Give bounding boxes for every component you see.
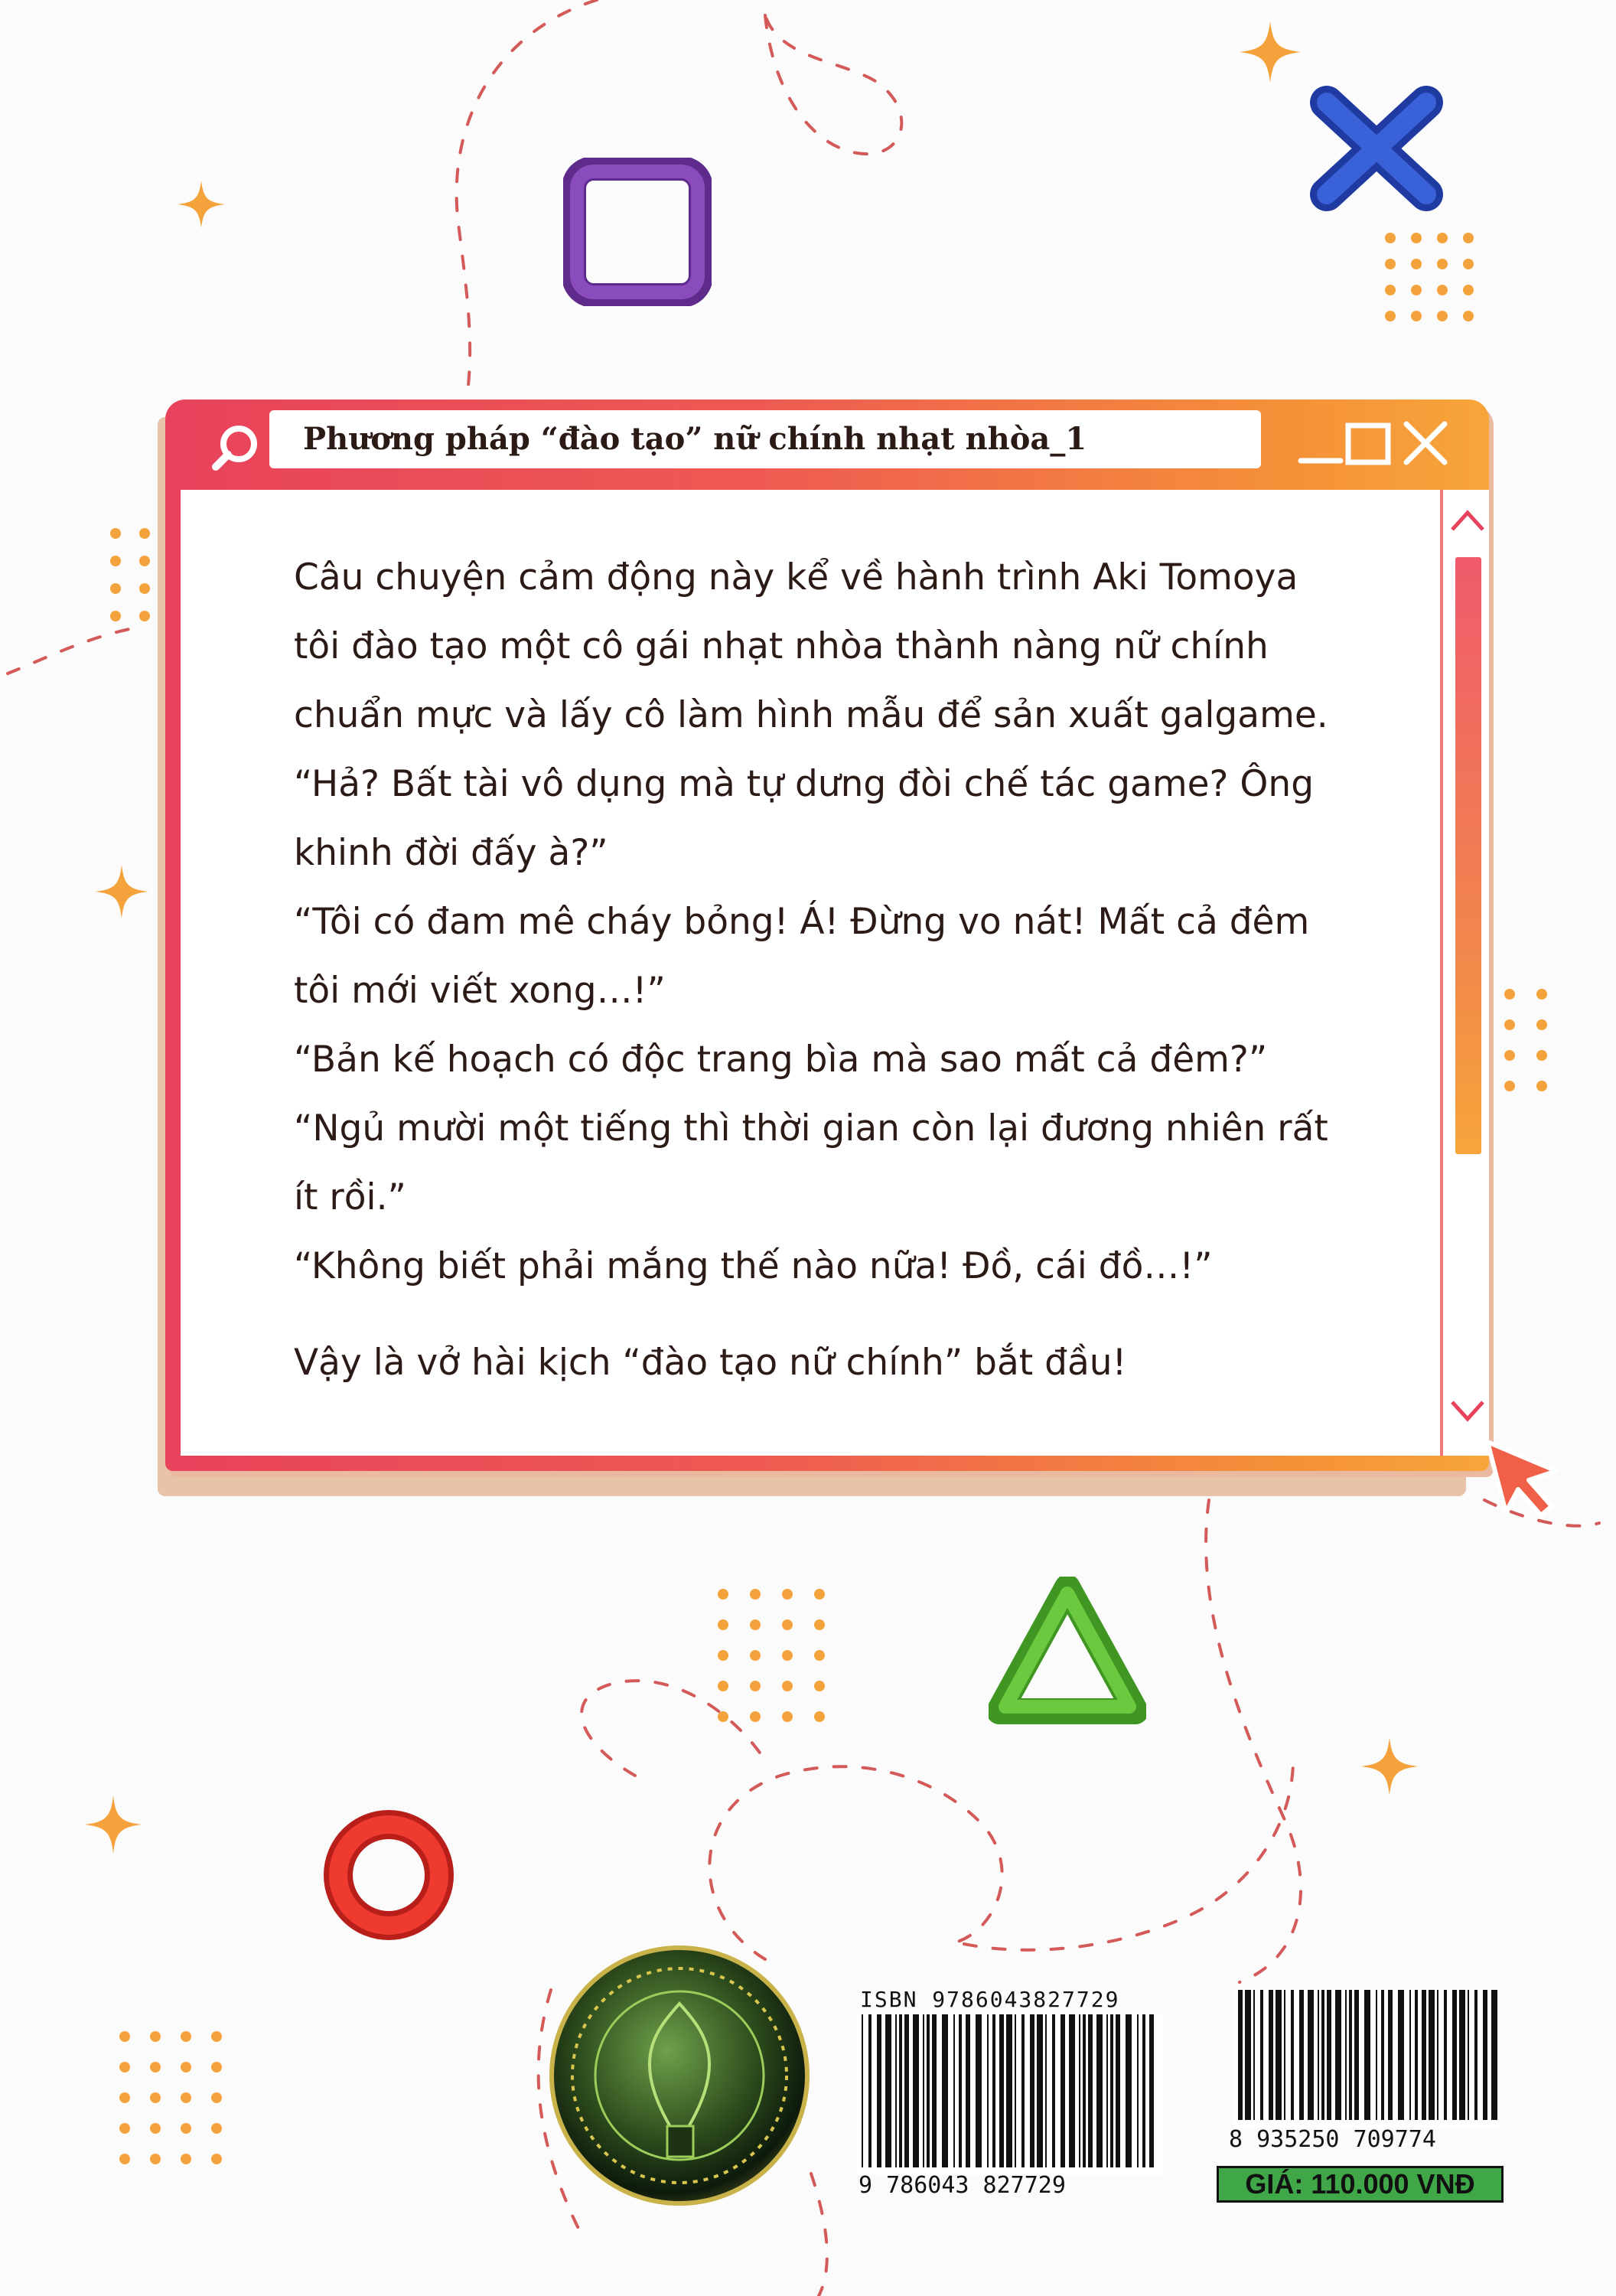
barcode-bar — [868, 2014, 872, 2167]
barcode-bar — [1096, 2014, 1103, 2167]
barcode-bar — [1388, 1990, 1393, 2120]
barcode-bar — [927, 2014, 930, 2167]
barcode-bar — [862, 2014, 863, 2167]
barcode-bar — [932, 2014, 937, 2167]
barcode-bar — [1253, 1990, 1255, 2120]
barcode-bar — [1415, 1990, 1418, 2120]
barcode-bar — [1052, 2014, 1055, 2167]
square-button-icon — [563, 158, 712, 306]
close-icon[interactable] — [1399, 416, 1452, 470]
paragraph: “Ngủ mười một tiếng thì thời gian còn lại đương nhiên rất ít rồi.” — [294, 1107, 1328, 1218]
barcode-bar — [1409, 1990, 1411, 2120]
barcode-bar — [966, 2014, 970, 2167]
barcode-bar — [1149, 2014, 1154, 2167]
barcode-bar — [899, 2014, 902, 2167]
barcode-bar — [1284, 1990, 1285, 2120]
triangle-button-icon — [989, 1577, 1146, 1725]
barcode-bar — [1060, 2014, 1065, 2167]
scrollbar-thumb[interactable] — [1455, 557, 1481, 1154]
barcode-bar — [913, 2014, 919, 2167]
sparkle-icon — [1360, 1737, 1419, 1795]
barcode-bar — [1006, 2014, 1012, 2167]
cursor-icon — [1483, 1437, 1567, 1521]
barcode-bar — [1321, 1990, 1324, 2120]
barcode-bar — [1245, 1990, 1251, 2120]
barcode-bar — [1088, 2014, 1093, 2167]
barcode-bar — [895, 2014, 897, 2167]
barcode-bar — [1364, 1990, 1370, 2120]
barcode-bar — [1345, 1990, 1347, 2120]
sparkle-icon — [1240, 21, 1301, 83]
barcode-bar — [1045, 2014, 1047, 2167]
barcode-bar — [1474, 1990, 1478, 2120]
minimize-icon[interactable] — [1296, 416, 1345, 470]
barcode-bar — [1126, 2014, 1132, 2167]
barcode-bar — [1335, 1990, 1341, 2120]
barcode-bar — [1276, 1990, 1282, 2120]
barcode-bar — [1083, 2014, 1086, 2167]
barcode-bar — [1468, 1990, 1469, 2120]
barcode-bar — [1483, 1990, 1487, 2120]
barcode-bar — [1349, 1990, 1352, 2120]
dot-grid — [1385, 233, 1489, 337]
sparkle-icon — [178, 181, 225, 228]
chevron-down-icon[interactable] — [1449, 1396, 1486, 1427]
barcode-bar — [1015, 2014, 1016, 2167]
barcode-bar — [1381, 1990, 1384, 2120]
synopsis-text — [294, 543, 1350, 1397]
barcode-bar — [1398, 1990, 1404, 2120]
barcode-bar — [1269, 1990, 1273, 2120]
isbn-barcode — [857, 2014, 1163, 2175]
barcode-bar — [987, 2014, 989, 2167]
barcode-bar — [999, 2014, 1004, 2167]
barcode-bar — [1308, 1990, 1314, 2120]
barcode-bar — [1491, 1990, 1497, 2120]
text-window — [165, 400, 1489, 1471]
barcode-bar — [1429, 1990, 1435, 2120]
sparkle-icon — [95, 865, 148, 918]
barcode-bar — [1437, 1990, 1438, 2120]
barcode-bar — [877, 2014, 881, 2167]
barcode-bar — [1037, 2014, 1043, 2167]
barcode-bar — [1459, 1990, 1465, 2120]
hologram-seal — [549, 1945, 810, 2206]
barcode-bar — [1021, 2014, 1025, 2167]
barcode-bar — [1354, 1990, 1359, 2120]
paragraph: “Không biết phải mắng thế nào nữa! Đồ, cái đồ…!” — [294, 1245, 1213, 1287]
chevron-up-icon[interactable] — [1449, 505, 1486, 536]
barcode-bar — [1030, 2014, 1034, 2167]
barcode-bar — [923, 2014, 924, 2167]
price-tag: GIÁ: 110.000 VNĐ — [1217, 2166, 1504, 2203]
barcode-bar — [1137, 2014, 1139, 2167]
barcode-bar — [992, 2014, 995, 2167]
sparkle-icon — [84, 1795, 142, 1854]
cross-button-icon — [1304, 80, 1449, 217]
barcode-bar — [904, 2014, 909, 2167]
ean-digits: 8 935250 709774 — [1229, 2126, 1436, 2153]
ean-barcode — [1233, 1990, 1500, 2128]
paragraph: Vậy là vở hài kịch “đào tạo nữ chính” bắt đầu! — [294, 1342, 1127, 1384]
window-content — [181, 490, 1443, 1456]
barcode-bar — [1238, 1990, 1243, 2120]
barcode-bar — [1299, 1990, 1304, 2120]
barcode-bar — [1376, 1990, 1377, 2120]
window-title-bar[interactable]: Phương pháp “đào tạo” nữ chính nhạt nhòa_1 — [269, 410, 1261, 468]
barcode-bar — [942, 2014, 948, 2167]
barcode-bar — [1291, 1990, 1294, 2120]
paragraph: “Hả? Bất tài vô dụng mà tự dưng đòi chế tác game? Ông khinh đời đấy à?” — [294, 763, 1315, 874]
barcode-bar — [885, 2014, 891, 2167]
barcode-bar — [1106, 2014, 1108, 2167]
barcode-bar — [976, 2014, 982, 2167]
dot-grid — [1504, 989, 1569, 1111]
barcode-bar — [1069, 2014, 1075, 2167]
barcode-bar — [1116, 2014, 1120, 2167]
barcode-bar — [953, 2014, 955, 2167]
barcode-bar — [1422, 1990, 1426, 2120]
paragraph: “Bản kế hoạch có độc trang bìa mà sao mất cả đêm?” — [294, 1039, 1268, 1081]
circle-button-icon — [320, 1806, 458, 1944]
barcode-bar — [1142, 2014, 1145, 2167]
paragraph: “Tôi có đam mê cháy bỏng! Á! Đừng vo nát! Mất cả đêm tôi mới viết xong…!” — [294, 901, 1310, 1012]
maximize-icon[interactable] — [1344, 416, 1394, 470]
barcode-bar — [1327, 1990, 1331, 2120]
barcode-bar — [1079, 2014, 1080, 2167]
barcode-bar — [1318, 1990, 1319, 2120]
barcode-bar — [1110, 2014, 1113, 2167]
isbn-digits: 9 786043 827729 — [858, 2172, 1066, 2199]
paragraph: Câu chuyện cảm động này kể về hành trình Aki Tomoya tôi đào tạo một cô gái nhạt nhòa thành nàng nữ chính chuẩn mực và lấy cô làm hình mẫu để sản xuất galgame. — [294, 556, 1328, 736]
barcode-bar — [1260, 1990, 1263, 2120]
scrollbar[interactable] — [1440, 490, 1489, 1456]
barcode-bar — [1452, 1990, 1457, 2120]
search-icon[interactable] — [210, 421, 263, 475]
dot-grid — [718, 1589, 846, 1742]
dot-grid — [119, 2031, 242, 2184]
isbn-label: ISBN 9786043827729 — [860, 1987, 1120, 2012]
barcode-bar — [959, 2014, 962, 2167]
barcode-bar — [1444, 1990, 1447, 2120]
